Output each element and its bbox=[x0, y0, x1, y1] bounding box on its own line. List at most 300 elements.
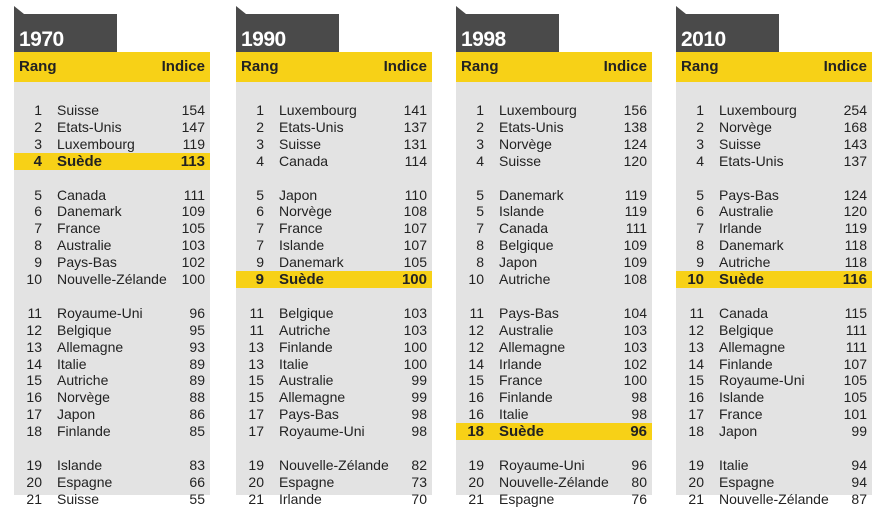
country-cell: Finlande bbox=[279, 338, 333, 355]
rank-cell: 10 bbox=[26, 271, 42, 287]
value-cell: 105 bbox=[843, 389, 867, 406]
value-cell: 103 bbox=[403, 304, 427, 321]
country-cell: Norvège bbox=[57, 389, 110, 406]
rank-cell: 1 bbox=[34, 102, 42, 118]
country-cell: Nouvelle-Zélande bbox=[57, 271, 167, 287]
country-cell: Etats-Unis bbox=[719, 152, 784, 169]
table-row bbox=[14, 491, 210, 508]
value-cell: 137 bbox=[403, 118, 427, 135]
rank-cell: 10 bbox=[687, 271, 704, 288]
value-cell: 98 bbox=[411, 423, 427, 440]
country-cell: Autriche bbox=[719, 254, 771, 271]
rank-cell: 6 bbox=[256, 203, 264, 220]
value-cell: 96 bbox=[631, 456, 647, 473]
country-cell: Suisse bbox=[57, 102, 100, 118]
country-cell: Australie bbox=[57, 237, 112, 254]
table-row bbox=[456, 406, 652, 423]
value-cell: 94 bbox=[851, 473, 867, 490]
country-cell: Etats-Unis bbox=[499, 118, 564, 135]
rank-cell: 9 bbox=[34, 254, 42, 271]
table-row bbox=[456, 339, 652, 356]
country-cell: Etats-Unis bbox=[57, 118, 122, 135]
value-cell: 102 bbox=[181, 254, 205, 271]
table-row bbox=[676, 254, 872, 271]
year-tab bbox=[456, 14, 559, 52]
rank-cell: 14 bbox=[688, 355, 704, 372]
year-tab-notch bbox=[14, 6, 24, 14]
value-cell: 154 bbox=[181, 102, 205, 118]
value-cell: 103 bbox=[181, 237, 205, 254]
header-value: Indice bbox=[823, 58, 867, 75]
country-cell: France bbox=[279, 220, 323, 237]
country-cell: Nouvelle-Zélande bbox=[719, 490, 829, 507]
country-cell: Irlande bbox=[719, 220, 762, 237]
value-cell: 107 bbox=[403, 220, 427, 237]
table-row bbox=[676, 339, 872, 356]
value-cell: 116 bbox=[842, 271, 867, 288]
table-row bbox=[456, 474, 652, 491]
header-value: Indice bbox=[383, 58, 427, 75]
country-cell: Danemark bbox=[499, 186, 564, 203]
rank-cell: 4 bbox=[33, 152, 42, 170]
country-cell: Espagne bbox=[279, 473, 335, 490]
country-cell: France bbox=[499, 372, 543, 389]
table-row bbox=[676, 474, 872, 491]
value-cell: 102 bbox=[623, 355, 647, 372]
table-header bbox=[14, 52, 210, 82]
value-cell: 119 bbox=[624, 186, 647, 203]
country-cell: Japon bbox=[499, 254, 538, 271]
table-row bbox=[14, 187, 210, 204]
table-row bbox=[236, 339, 432, 356]
table-row bbox=[456, 356, 652, 373]
country-cell: France bbox=[719, 406, 763, 423]
country-cell: Espagne bbox=[57, 473, 113, 490]
table-row bbox=[456, 372, 652, 389]
year-label: 1990 bbox=[241, 28, 286, 51]
value-cell: 88 bbox=[189, 389, 205, 406]
table-body bbox=[14, 82, 210, 507]
rank-cell: 16 bbox=[468, 389, 484, 406]
country-cell: Pays-Bas bbox=[499, 304, 559, 321]
rank-cell: 19 bbox=[688, 456, 704, 473]
rank-cell: 18 bbox=[26, 423, 42, 440]
table-row bbox=[14, 237, 210, 254]
value-cell: 98 bbox=[411, 406, 427, 423]
table-row bbox=[236, 474, 432, 491]
value-cell: 99 bbox=[411, 389, 427, 406]
rank-cell: 13 bbox=[248, 355, 264, 372]
country-cell: Autriche bbox=[499, 271, 551, 287]
value-cell: 98 bbox=[631, 389, 647, 406]
country-cell: Japon bbox=[57, 406, 96, 423]
value-cell: 119 bbox=[844, 220, 867, 237]
value-cell: 131 bbox=[403, 135, 427, 152]
rank-cell: 5 bbox=[476, 186, 484, 203]
rank-cell: 3 bbox=[34, 135, 42, 152]
rank-cell: 6 bbox=[696, 203, 704, 220]
country-cell: Finlande bbox=[499, 389, 553, 406]
header-value: Indice bbox=[161, 58, 205, 75]
value-cell: 100 bbox=[623, 372, 647, 389]
country-cell: Suède bbox=[279, 271, 325, 288]
rank-cell: 20 bbox=[248, 473, 264, 490]
table-row bbox=[236, 254, 432, 271]
table-row bbox=[676, 220, 872, 237]
value-cell: 119 bbox=[624, 203, 647, 220]
value-cell: 109 bbox=[623, 254, 647, 271]
value-cell: 108 bbox=[403, 203, 427, 220]
rank-cell: 16 bbox=[26, 389, 42, 406]
value-cell: 109 bbox=[623, 237, 647, 254]
year-tab-notch bbox=[676, 6, 686, 14]
country-cell: Allemagne bbox=[719, 338, 786, 355]
table-row bbox=[456, 203, 652, 220]
table-row bbox=[676, 457, 872, 474]
country-cell: Nouvelle-Zélande bbox=[279, 456, 389, 473]
table-row bbox=[456, 254, 652, 271]
table-row bbox=[456, 187, 652, 204]
value-cell: 99 bbox=[851, 423, 867, 440]
country-cell: Irlande bbox=[499, 355, 542, 372]
country-cell: Islande bbox=[279, 237, 325, 254]
value-cell: 93 bbox=[189, 338, 205, 355]
rank-cell: 15 bbox=[468, 372, 484, 389]
value-cell: 80 bbox=[631, 473, 647, 490]
table-row bbox=[456, 220, 652, 237]
value-cell: 138 bbox=[623, 118, 647, 135]
table-row bbox=[456, 389, 652, 406]
table-row bbox=[14, 474, 210, 491]
table-row bbox=[14, 389, 210, 406]
rank-cell: 19 bbox=[26, 456, 42, 473]
value-cell: 147 bbox=[181, 118, 205, 135]
rank-cell: 9 bbox=[255, 271, 264, 288]
value-cell: 141 bbox=[403, 102, 427, 118]
rank-cell: 16 bbox=[468, 406, 484, 423]
country-cell: Australie bbox=[279, 372, 334, 389]
table-row bbox=[236, 406, 432, 423]
country-cell: Suisse bbox=[279, 135, 322, 152]
country-cell: Italie bbox=[719, 456, 749, 473]
table-row bbox=[676, 136, 872, 153]
header-rank: Rang bbox=[461, 58, 499, 75]
year-tab-notch bbox=[456, 6, 466, 14]
country-cell: Norvège bbox=[279, 203, 332, 220]
country-cell: Suède bbox=[719, 271, 765, 288]
value-cell: 111 bbox=[845, 321, 867, 338]
value-cell: 87 bbox=[851, 490, 867, 507]
value-cell: 66 bbox=[189, 473, 205, 490]
rank-cell: 17 bbox=[26, 406, 42, 423]
rank-cell: 3 bbox=[256, 135, 264, 152]
value-cell: 94 bbox=[851, 456, 867, 473]
table-row bbox=[14, 406, 210, 423]
value-cell: 100 bbox=[401, 271, 427, 288]
country-cell: Royaume-Uni bbox=[57, 304, 143, 321]
rank-cell: 19 bbox=[468, 456, 484, 473]
value-cell: 111 bbox=[845, 338, 867, 355]
rank-cell: 21 bbox=[26, 490, 42, 507]
rank-cell: 7 bbox=[696, 220, 704, 237]
country-cell: Luxembourg bbox=[279, 102, 357, 118]
value-cell: 100 bbox=[403, 338, 427, 355]
country-cell: Luxembourg bbox=[57, 135, 135, 152]
rank-cell: 3 bbox=[476, 135, 484, 152]
value-cell: 105 bbox=[403, 254, 427, 271]
table-row bbox=[456, 237, 652, 254]
rank-cell: 8 bbox=[34, 237, 42, 254]
country-cell: Autriche bbox=[57, 372, 109, 389]
value-cell: 124 bbox=[843, 186, 867, 203]
rank-cell: 10 bbox=[468, 271, 484, 287]
rank-cell: 11 bbox=[27, 304, 42, 321]
value-cell: 100 bbox=[181, 271, 205, 287]
value-cell: 118 bbox=[844, 254, 867, 271]
year-label: 1970 bbox=[19, 28, 64, 51]
table-row bbox=[14, 119, 210, 136]
country-cell: Australie bbox=[499, 321, 554, 338]
country-cell: Canada bbox=[279, 152, 329, 169]
value-cell: 55 bbox=[189, 490, 205, 507]
table-body bbox=[236, 82, 432, 507]
rank-cell: 17 bbox=[248, 423, 264, 440]
country-cell: Canada bbox=[719, 304, 769, 321]
country-cell: Luxembourg bbox=[719, 102, 797, 118]
value-cell: 98 bbox=[631, 406, 647, 423]
value-cell: 143 bbox=[843, 135, 867, 152]
country-cell: Canada bbox=[57, 186, 107, 203]
table-row bbox=[236, 322, 432, 339]
table-row bbox=[14, 356, 210, 373]
country-cell: Allemagne bbox=[57, 338, 124, 355]
rank-cell: 7 bbox=[256, 220, 264, 237]
country-cell: Suisse bbox=[719, 135, 762, 152]
country-cell: Royaume-Uni bbox=[719, 372, 805, 389]
table-row bbox=[456, 322, 652, 339]
rank-cell: 9 bbox=[256, 254, 264, 271]
rank-cell: 11 bbox=[249, 304, 264, 321]
rank-cell: 5 bbox=[476, 203, 484, 220]
table-row bbox=[14, 322, 210, 339]
value-cell: 107 bbox=[403, 237, 427, 254]
rank-cell: 2 bbox=[256, 118, 264, 135]
table-row bbox=[676, 372, 872, 389]
value-cell: 156 bbox=[623, 102, 647, 118]
rank-cell: 2 bbox=[34, 118, 42, 135]
rank-cell: 5 bbox=[696, 186, 704, 203]
value-cell: 95 bbox=[189, 321, 205, 338]
country-cell: Autriche bbox=[279, 321, 331, 338]
table-row bbox=[676, 322, 872, 339]
table-row bbox=[236, 457, 432, 474]
country-cell: Pays-Bas bbox=[719, 186, 779, 203]
table-row bbox=[456, 491, 652, 508]
value-cell: 111 bbox=[183, 186, 205, 203]
value-cell: 109 bbox=[181, 203, 205, 220]
value-cell: 124 bbox=[623, 135, 647, 152]
table-row bbox=[236, 187, 432, 204]
country-cell: Royaume-Uni bbox=[279, 423, 365, 440]
table-row bbox=[676, 389, 872, 406]
country-cell: Pays-Bas bbox=[279, 406, 339, 423]
country-cell: Italie bbox=[279, 355, 309, 372]
table-row bbox=[456, 153, 652, 170]
rank-cell: 5 bbox=[34, 186, 42, 203]
rank-cell: 17 bbox=[248, 406, 264, 423]
country-cell: Allemagne bbox=[499, 338, 566, 355]
header-value: Indice bbox=[603, 58, 647, 75]
country-cell: Danemark bbox=[719, 237, 784, 254]
year-tab-notch bbox=[236, 6, 246, 14]
value-cell: 105 bbox=[181, 220, 205, 237]
value-cell: 100 bbox=[403, 355, 427, 372]
value-cell: 96 bbox=[630, 423, 647, 441]
rank-cell: 1 bbox=[476, 102, 484, 118]
table-row bbox=[676, 356, 872, 373]
table-row bbox=[456, 305, 652, 322]
value-cell: 96 bbox=[189, 304, 205, 321]
table-row bbox=[456, 271, 652, 288]
year-tab bbox=[14, 14, 117, 52]
table-row bbox=[236, 153, 432, 170]
value-cell: 111 bbox=[625, 220, 647, 237]
rank-cell: 5 bbox=[256, 186, 264, 203]
table-row bbox=[14, 203, 210, 220]
country-cell: Irlande bbox=[279, 490, 322, 507]
country-cell: Royaume-Uni bbox=[499, 456, 585, 473]
value-cell: 86 bbox=[189, 406, 205, 423]
table-row bbox=[456, 119, 652, 136]
table-header bbox=[456, 52, 652, 82]
rank-cell: 3 bbox=[696, 135, 704, 152]
year-tab bbox=[676, 14, 779, 52]
rank-cell: 9 bbox=[696, 254, 704, 271]
rank-cell: 21 bbox=[468, 490, 484, 507]
table-row bbox=[676, 119, 872, 136]
rank-cell: 13 bbox=[26, 338, 42, 355]
rank-cell: 4 bbox=[476, 152, 484, 169]
country-cell: Nouvelle-Zélande bbox=[499, 473, 609, 490]
table-row bbox=[676, 237, 872, 254]
country-cell: Pays-Bas bbox=[57, 254, 117, 271]
table-row bbox=[14, 220, 210, 237]
value-cell: 76 bbox=[631, 490, 647, 507]
table-row bbox=[676, 423, 872, 440]
value-cell: 108 bbox=[623, 271, 647, 287]
table-row-highlight bbox=[14, 153, 210, 170]
table-row bbox=[236, 119, 432, 136]
rank-cell: 4 bbox=[256, 152, 264, 169]
year-label: 1998 bbox=[461, 28, 506, 51]
table-row bbox=[236, 136, 432, 153]
rank-cell: 19 bbox=[248, 456, 264, 473]
value-cell: 119 bbox=[182, 135, 205, 152]
rank-cell: 6 bbox=[34, 203, 42, 220]
header-rank: Rang bbox=[241, 58, 279, 75]
rank-cell: 21 bbox=[688, 490, 704, 507]
rank-cell: 8 bbox=[476, 237, 484, 254]
value-cell: 101 bbox=[843, 406, 867, 423]
table-row bbox=[676, 187, 872, 204]
table-row bbox=[14, 457, 210, 474]
rank-cell: 21 bbox=[248, 490, 264, 507]
rank-cell: 12 bbox=[26, 321, 42, 338]
rank-cell: 12 bbox=[468, 338, 484, 355]
rank-cell: 14 bbox=[26, 355, 42, 372]
rank-cell: 15 bbox=[688, 372, 704, 389]
country-cell: Italie bbox=[57, 355, 87, 372]
rank-cell: 8 bbox=[696, 237, 704, 254]
country-cell: Suisse bbox=[57, 490, 100, 507]
value-cell: 120 bbox=[623, 152, 647, 169]
rank-cell: 2 bbox=[696, 118, 704, 135]
table-row bbox=[236, 491, 432, 508]
table-row bbox=[236, 203, 432, 220]
country-cell: Japon bbox=[279, 186, 318, 203]
value-cell: 168 bbox=[843, 118, 867, 135]
country-cell: Suisse bbox=[499, 152, 542, 169]
year-tab bbox=[236, 14, 339, 52]
table-row bbox=[14, 102, 210, 119]
value-cell: 118 bbox=[844, 237, 867, 254]
value-cell: 103 bbox=[623, 338, 647, 355]
table-row bbox=[676, 102, 872, 119]
country-cell: Finlande bbox=[719, 355, 773, 372]
country-cell: Belgique bbox=[279, 304, 334, 321]
country-cell: Norvège bbox=[499, 135, 552, 152]
value-cell: 113 bbox=[180, 152, 205, 170]
table-row-highlight bbox=[236, 271, 432, 288]
rank-cell: 12 bbox=[468, 321, 484, 338]
country-cell: Belgique bbox=[719, 321, 774, 338]
country-cell: Belgique bbox=[499, 237, 554, 254]
country-cell: Japon bbox=[719, 423, 758, 440]
rank-cell: 4 bbox=[696, 152, 704, 169]
value-cell: 120 bbox=[843, 203, 867, 220]
country-cell: Etats-Unis bbox=[279, 118, 344, 135]
table-row bbox=[14, 271, 210, 288]
country-cell: Islande bbox=[57, 456, 103, 473]
country-cell: Espagne bbox=[499, 490, 555, 507]
rank-cell: 18 bbox=[688, 423, 704, 440]
country-cell: Islande bbox=[499, 203, 545, 220]
country-cell: France bbox=[57, 220, 101, 237]
country-cell: Islande bbox=[719, 389, 765, 406]
value-cell: 70 bbox=[411, 490, 427, 507]
table-header bbox=[236, 52, 432, 82]
rank-cell: 1 bbox=[256, 102, 264, 118]
table-row bbox=[236, 237, 432, 254]
rank-cell: 15 bbox=[26, 372, 42, 389]
table-row bbox=[676, 305, 872, 322]
rank-cell: 16 bbox=[688, 389, 704, 406]
table-row bbox=[236, 372, 432, 389]
country-cell: Suède bbox=[499, 423, 545, 441]
table-header bbox=[676, 52, 872, 82]
rank-cell: 1 bbox=[696, 102, 704, 118]
country-cell: Finlande bbox=[57, 423, 111, 440]
table-row bbox=[14, 136, 210, 153]
value-cell: 82 bbox=[411, 456, 427, 473]
value-cell: 254 bbox=[843, 102, 867, 118]
value-cell: 115 bbox=[844, 304, 867, 321]
rank-cell: 12 bbox=[688, 321, 704, 338]
value-cell: 114 bbox=[404, 152, 427, 169]
country-cell: Canada bbox=[499, 220, 549, 237]
year-label: 2010 bbox=[681, 28, 726, 51]
table-row bbox=[14, 254, 210, 271]
